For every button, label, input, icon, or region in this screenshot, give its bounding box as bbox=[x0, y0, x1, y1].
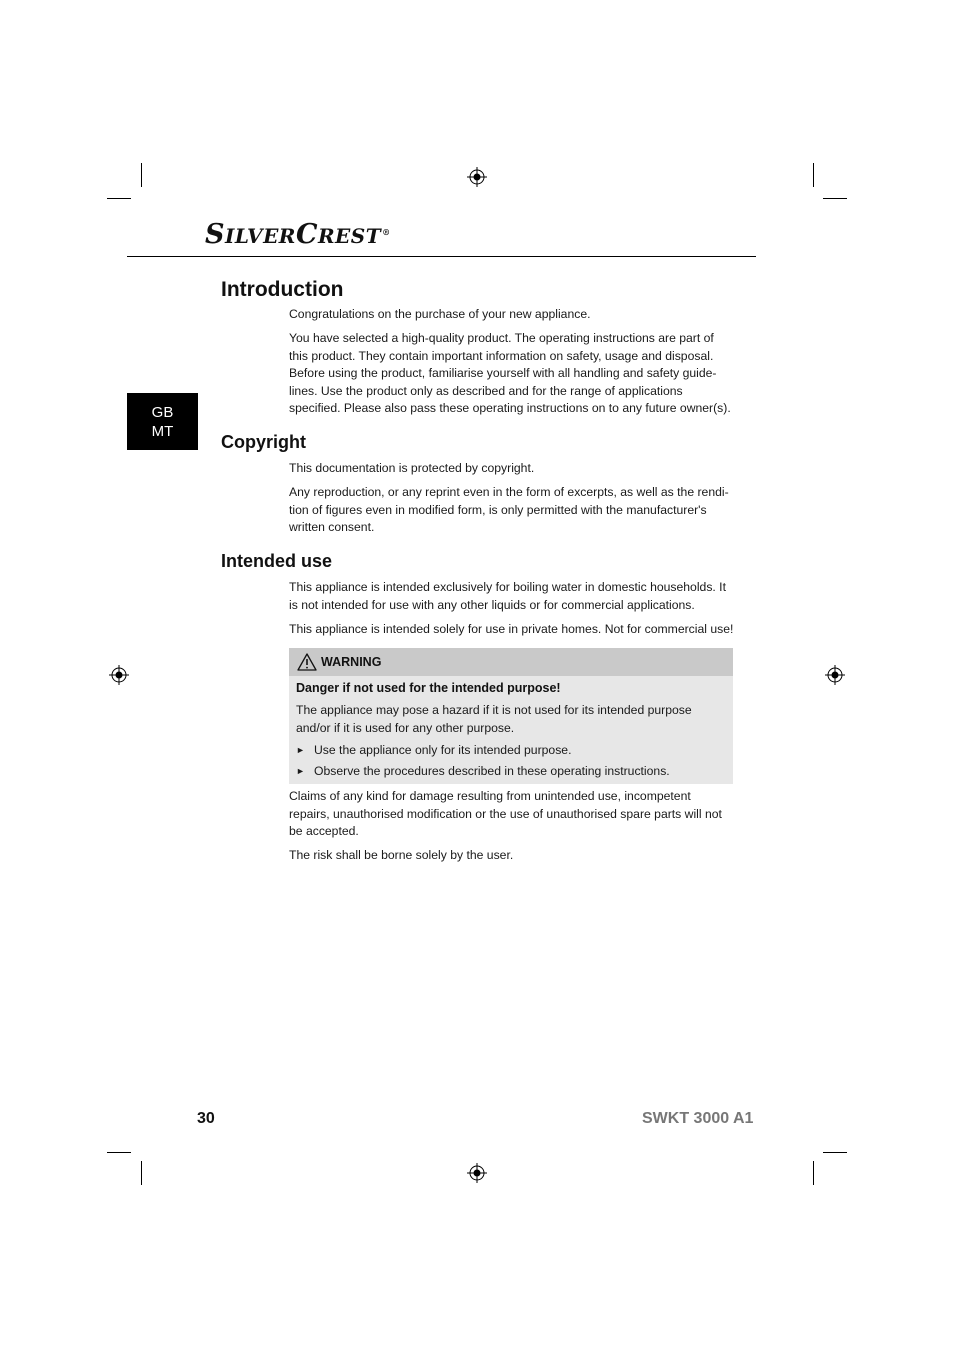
crop-mark bbox=[813, 1161, 814, 1185]
crop-mark bbox=[823, 1152, 847, 1153]
silvercrest-logo: SILVERCREST® bbox=[205, 219, 391, 250]
paragraph: You have selected a high-quality product. The operating instructions are part of this product. They contain important information on safety, usage and disposal. Before using the product, familiarise yourself with all handling and safety guide-lines. Use the product only as described and for the range of applications specified. Please also pass these operating instructions on to any future owner(s). bbox=[289, 331, 731, 415]
model-number: SWKT 3000 A1 bbox=[642, 1110, 754, 1127]
paragraph: This documentation is protected by copyright. bbox=[289, 461, 535, 475]
crop-mark bbox=[141, 163, 142, 187]
language-tab bbox=[127, 393, 198, 450]
section-title-intended-use: Intended use bbox=[221, 551, 333, 571]
paragraph: Congratulations on the purchase of your new appliance. bbox=[289, 307, 591, 321]
header-rule bbox=[127, 256, 756, 257]
language-code: GB bbox=[151, 403, 174, 421]
bullet-arrow-icon: ► bbox=[296, 766, 305, 776]
crop-mark bbox=[107, 198, 131, 199]
warning-header bbox=[289, 648, 733, 676]
paragraph: Claims of any kind for damage resulting from unintended use, incompetent repairs, unauthorised modification or the use of unauthorised spare parts will not be accepted. bbox=[289, 789, 722, 838]
registration-mark-icon bbox=[467, 167, 487, 187]
warning-triangle-icon bbox=[297, 653, 317, 671]
crop-mark bbox=[107, 1152, 131, 1153]
crop-mark bbox=[813, 163, 814, 187]
paragraph: This appliance is intended exclusively for boiling water in domestic households. It is not intended for use with any other liquids or for commercial applications. bbox=[289, 580, 726, 612]
paragraph: The risk shall be borne solely by the user. bbox=[289, 848, 514, 862]
bullet-arrow-icon: ► bbox=[296, 745, 305, 755]
warning-subtitle: Danger if not used for the intended purpose! bbox=[296, 681, 561, 695]
warning-text: The appliance may pose a hazard if it is not used for its intended purpose and/or if it is used for any other purpose. bbox=[296, 703, 692, 735]
registration-mark-icon bbox=[467, 1163, 487, 1183]
registration-mark-icon bbox=[109, 665, 129, 685]
section-title-copyright: Copyright bbox=[221, 432, 306, 452]
registration-mark-icon bbox=[825, 665, 845, 685]
crop-mark bbox=[823, 198, 847, 199]
warning-box bbox=[289, 648, 733, 784]
paragraph: Any reproduction, or any reprint even in the form of excerpts, as well as the rendi-tion of figures even in modified form, is only permitted with the manufacturer's written consent. bbox=[289, 485, 729, 534]
language-code: MT bbox=[151, 422, 174, 440]
page-number: 30 bbox=[197, 1110, 215, 1127]
warning-label: WARNING bbox=[321, 655, 382, 669]
crop-mark bbox=[141, 1161, 142, 1185]
list-item: ► Observe the procedures described in these operating instructions. bbox=[296, 763, 670, 781]
list-item: ► Use the appliance only for its intended purpose. bbox=[296, 742, 571, 760]
section-title-introduction: Introduction bbox=[221, 278, 344, 301]
paragraph: This appliance is intended solely for use in private homes. Not for commercial use! bbox=[289, 622, 734, 636]
